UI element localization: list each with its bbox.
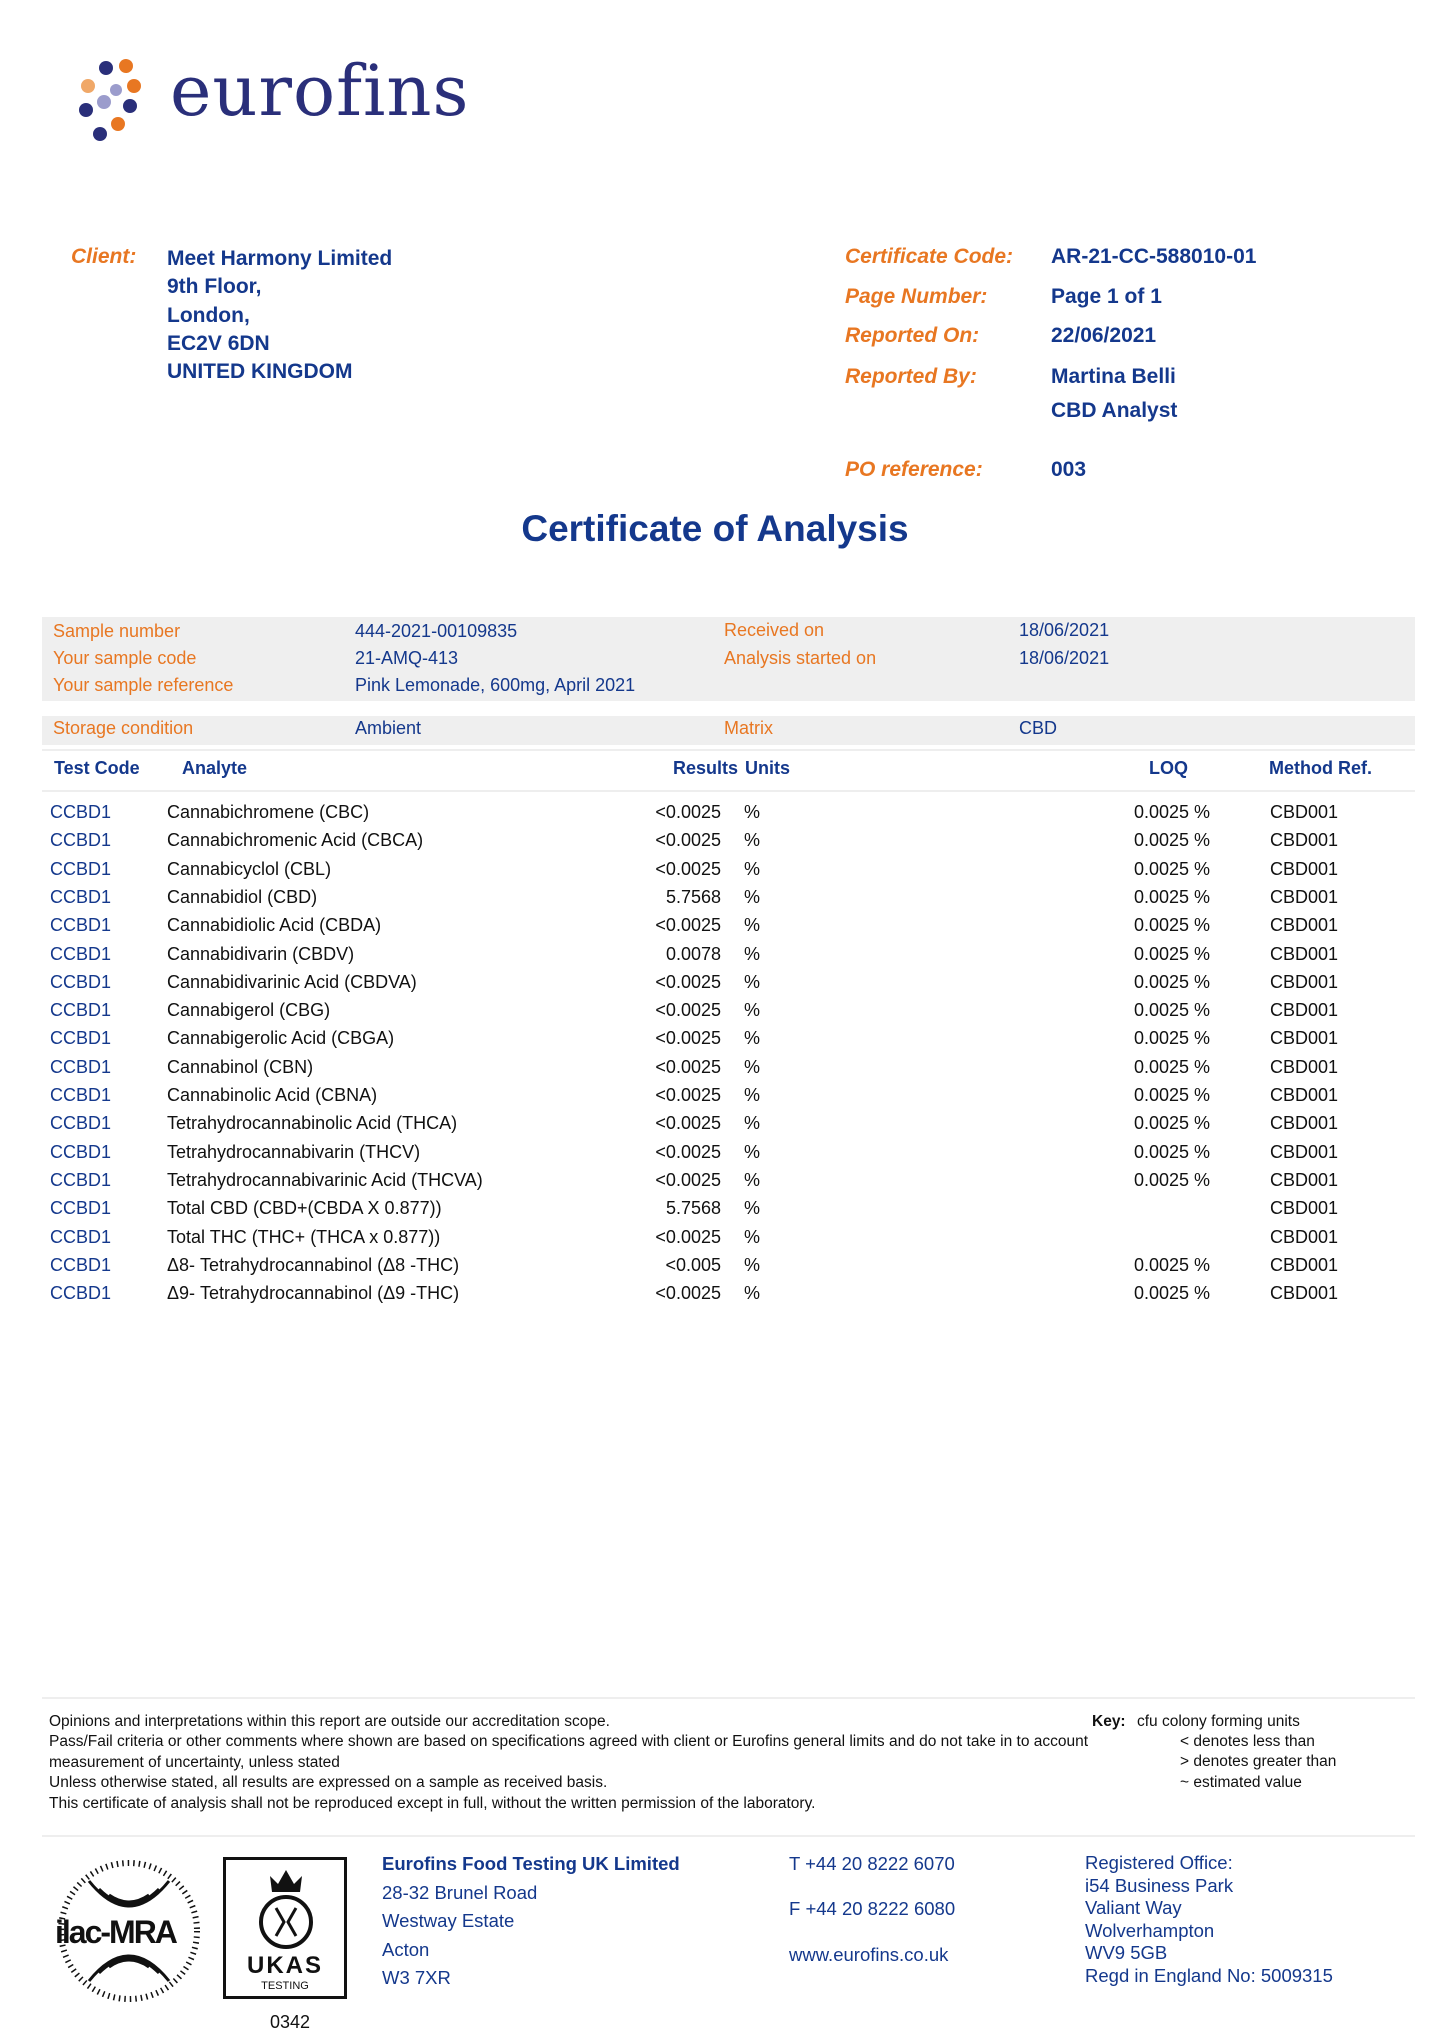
received-on: 18/06/2021 [1019,620,1110,640]
reported-by: Martina Belli [1051,365,1176,388]
analyte: Cannabigerolic Acid (CBGA) [167,1028,395,1049]
sample-number-label: Sample number [53,621,181,641]
analyte: Cannabidivarin (CBDV) [167,943,355,964]
loq: 0.0025 % [1133,802,1210,822]
client-address-line: EC2V 6DN [167,331,270,355]
client-address-line: UNITED KINGDOM [167,360,353,384]
key-item [1180,1732,1336,1793]
page-number-label: Page Number: [845,285,988,308]
registered-office-line: Registered Office: [1085,1852,1233,1873]
table-row [0,1227,1445,1255]
registered-office-line: Regd in England No: 5009315 [1085,1964,1333,1986]
unit: % [744,886,761,907]
result: <0.0025 [655,1085,721,1105]
unit: % [744,802,761,822]
test-code: CCBD1 [50,1000,112,1021]
result: <0.0025 [655,1056,721,1077]
unit: % [744,1198,761,1219]
analyte: Cannabidiol (CBD) [167,886,318,907]
method-ref: CBD001 [1270,1056,1339,1077]
table-row [0,1113,1445,1141]
registered-office-line: Wolverhampton [1085,1919,1215,1941]
analysis-started-label: Analysis started on [724,648,877,668]
website-link[interactable]: www.eurofins.co.uk [789,1944,949,1965]
unit: % [744,1000,761,1021]
unit: % [744,1169,761,1190]
loq: 0.0025 % [1133,915,1210,936]
analyte: Tetrahydrocannabivarin (THCV) [167,1141,421,1162]
key-item: cfu colony forming units [1137,1713,1300,1730]
report-notes [49,1712,1089,1814]
header-results: Results [672,758,738,778]
certificate-code-label: Certificate Code: [845,245,1014,268]
page-number: Page 1 of 1 [1051,285,1162,308]
header-loq: LOQ [1149,758,1188,778]
method-ref: CBD001 [1270,1113,1339,1134]
analyte: Δ8- Tetrahydrocannabinol (Δ8 -THC) [167,1254,460,1275]
test-code: CCBD1 [50,971,112,992]
method-ref: CBD001 [1270,943,1339,964]
method-ref: CBD001 [1270,1283,1339,1304]
result: <0.0025 [655,830,721,851]
eurofins-wordmark: eurofins [170,50,470,132]
ilac-text: ilac-MRA [55,1914,176,1950]
ilac-mra-logo [53,1859,206,2004]
phone: T +44 20 8222 6070 [789,1853,955,1874]
test-code: CCBD1 [50,1085,112,1105]
analyte: Cannabidivarinic Acid (CBDVA) [167,971,417,992]
test-code: CCBD1 [50,1028,112,1049]
analyte: Cannabigerol (CBG) [167,1000,331,1021]
registered-office-line: Valiant Way [1085,1897,1182,1919]
test-code: CCBD1 [50,1198,112,1219]
po-reference-label: PO reference: [845,458,983,481]
test-code: CCBD1 [50,1169,112,1190]
test-code: CCBD1 [50,886,112,907]
test-code: CCBD1 [50,1254,112,1275]
analyte: Cannabidiolic Acid (CBDA) [167,915,382,936]
loq: 0.0025 % [1133,1000,1210,1021]
result: 5.7568 [665,886,721,907]
unit: % [744,971,761,992]
registered-office-line: WV9 5GB [1085,1942,1168,1964]
note: Unless otherwise stated, all results are expressed on a sample as received basis. [49,1774,608,1792]
ukas-logo [223,1857,347,1999]
key-item: > denotes greater than [1180,1753,1337,1771]
address-line: W3 7XR [382,1967,451,1988]
key-label: Key: [1092,1713,1126,1730]
result: <0.0025 [655,1141,721,1162]
table-row [0,1000,1445,1028]
sample-reference-label: Your sample reference [53,675,234,695]
result: <0.0025 [655,1000,721,1021]
loq: 0.0025 % [1133,830,1210,851]
result: <0.0025 [655,1169,721,1190]
ukas-text: UKAS [246,1952,323,1979]
test-code: CCBD1 [50,858,112,879]
divider [42,749,1415,751]
company-address [382,1850,680,1993]
method-ref: CBD001 [1270,1085,1339,1105]
address-line: Acton [382,1938,430,1960]
note: Opinions and interpretations within this report are outside our accreditation scope. [49,1713,610,1730]
analyte: Cannabinolic Acid (CBNA) [167,1085,378,1105]
method-ref: CBD001 [1270,802,1339,822]
method-ref: CBD001 [1270,915,1339,936]
eurofins-dots-icon [76,58,156,142]
reported-by-label: Reported By: [845,365,977,388]
fax: F +44 20 8222 6080 [789,1898,956,1919]
analyte: Cannabichromenic Acid (CBCA) [167,830,424,851]
result: 0.0078 [665,943,721,964]
matrix-value: CBD [1019,718,1058,738]
result: <0.0025 [655,1283,721,1304]
result: <0.0025 [655,858,721,879]
client-address-line: 9th Floor, [167,275,262,299]
loq: 0.0025 % [1133,1141,1210,1162]
divider [42,1697,1415,1699]
po-reference: 003 [1051,458,1087,481]
registered-office [1085,1852,1333,1988]
method-ref: CBD001 [1270,1141,1339,1162]
key-item: ~ estimated value [1180,1773,1302,1791]
header-method-ref: Method Ref. [1269,758,1372,778]
header-analyte: Analyte [182,758,248,778]
unit: % [744,943,761,964]
analyte: Cannabichromene (CBC) [167,802,370,822]
table-row [0,1142,1445,1170]
unit: % [744,858,761,879]
table-row [0,915,1445,943]
unit: % [744,1028,761,1049]
table-row [0,1170,1445,1198]
analysis-started: 18/06/2021 [1019,648,1110,668]
result: <0.0025 [655,971,721,992]
note: This certificate of analysis shall not be reproduced except in full, without the written permission of the laboratory. [49,1794,816,1812]
analyte: Tetrahydrocannabivarinic Acid (THCVA) [167,1169,483,1190]
table-row [0,830,1445,858]
ukas-subtext: TESTING [261,1980,309,1992]
method-ref: CBD001 [1270,971,1339,992]
loq: 0.0025 % [1133,858,1210,879]
test-code: CCBD1 [50,1226,112,1247]
table-row [0,1028,1445,1056]
client-address-line: London, [167,303,250,327]
storage-label: Storage condition [53,718,194,738]
table-row [0,1283,1445,1311]
header-divider [42,790,1415,792]
table-row [0,802,1445,830]
loq: 0.0025 % [1133,1113,1210,1134]
reported-by-role: CBD Analyst [1051,399,1178,422]
test-code: CCBD1 [50,1056,112,1077]
loq: 0.0025 % [1133,1028,1210,1049]
address-line: 28-32 Brunel Road [382,1881,538,1903]
table-row [0,1057,1445,1085]
loq: 0.0025 % [1133,1085,1210,1105]
analyte: Total THC (THC+ (THCA x 0.877)) [167,1226,441,1247]
method-ref: CBD001 [1270,1198,1339,1219]
table-row [0,1255,1445,1283]
unit: % [744,1254,761,1275]
sample-code: 21-AMQ-413 [355,648,459,668]
result: 5.7568 [665,1198,721,1219]
matrix-label: Matrix [724,718,773,738]
loq: 0.0025 % [1133,886,1210,907]
header-units: Units [745,758,790,778]
sample-code-label: Your sample code [53,648,197,668]
table-row [0,1198,1445,1226]
loq: 0.0025 % [1133,943,1210,964]
ukas-number: 0342 [270,2012,311,2032]
test-code: CCBD1 [50,802,112,822]
method-ref: CBD001 [1270,830,1339,851]
test-code: CCBD1 [50,1113,112,1134]
loq: 0.0025 % [1133,1056,1210,1077]
analyte: Δ9- Tetrahydrocannabinol (Δ9 -THC) [167,1283,460,1304]
client-address [167,245,392,386]
table-row [0,972,1445,1000]
unit: % [744,830,761,851]
unit: % [744,915,761,936]
method-ref: CBD001 [1270,1254,1339,1275]
result: <0.0025 [655,802,721,822]
test-code: CCBD1 [50,1141,112,1162]
unit: % [744,1113,761,1134]
result: <0.005 [665,1254,721,1275]
test-code: CCBD1 [50,943,112,964]
unit: % [744,1141,761,1162]
method-ref: CBD001 [1270,858,1339,879]
method-ref: CBD001 [1270,886,1339,907]
page-title: Certificate of Analysis [521,508,909,549]
loq: 0.0025 % [1133,971,1210,992]
key-item: < denotes less than [1180,1733,1315,1750]
analyte: Cannabinol (CBN) [167,1056,314,1077]
crown-icon [258,1864,314,1952]
sample-reference: Pink Lemonade, 600mg, April 2021 [355,675,636,695]
table-row [0,1085,1445,1113]
unit: % [744,1226,761,1247]
loq: 0.0025 % [1133,1254,1210,1275]
client-name: Meet Harmony Limited [167,247,393,270]
method-ref: CBD001 [1270,1169,1339,1190]
company-name: Eurofins Food Testing UK Limited [382,1853,680,1874]
method-ref: CBD001 [1270,1028,1339,1049]
result: <0.0025 [655,915,721,936]
divider [42,1835,1415,1837]
result: <0.0025 [655,1113,721,1134]
received-on-label: Received on [724,620,825,640]
table-row [0,944,1445,972]
unit: % [744,1283,761,1304]
loq: 0.0025 % [1133,1169,1210,1190]
method-ref: CBD001 [1270,1000,1339,1021]
method-ref: CBD001 [1270,1226,1339,1247]
test-code: CCBD1 [50,830,112,851]
loq: 0.0025 % [1133,1283,1210,1304]
table-row [0,887,1445,915]
unit: % [744,1056,761,1077]
analyte: Cannabicyclol (CBL) [167,858,332,879]
test-code: CCBD1 [50,915,112,936]
address-line: Westway Estate [382,1910,515,1931]
result: <0.0025 [655,1226,721,1247]
analyte: Total CBD (CBD+(CBDA X 0.877)) [167,1198,442,1219]
eurofins-logo [76,50,470,142]
test-code: CCBD1 [50,1283,112,1304]
sample-number: 444-2021-00109835 [355,621,518,641]
certificate-code: AR-21-CC-588010-01 [1051,245,1257,268]
client-label: Client: [71,245,137,268]
analyte: Tetrahydrocannabinolic Acid (THCA) [167,1113,458,1134]
result: <0.0025 [655,1028,721,1049]
reported-on-label: Reported On: [845,324,980,347]
note: Pass/Fail criteria or other comments where shown are based on specifications agreed with client or Eurofins general limits and do not take in to account measurement of uncertainty, unless stated [49,1733,1089,1771]
reported-on: 22/06/2021 [1051,324,1157,347]
header-test-code: Test Code [54,758,140,778]
registered-office-line: i54 Business Park [1085,1874,1234,1896]
table-row [0,859,1445,887]
unit: % [744,1085,761,1105]
storage-value: Ambient [355,718,422,738]
